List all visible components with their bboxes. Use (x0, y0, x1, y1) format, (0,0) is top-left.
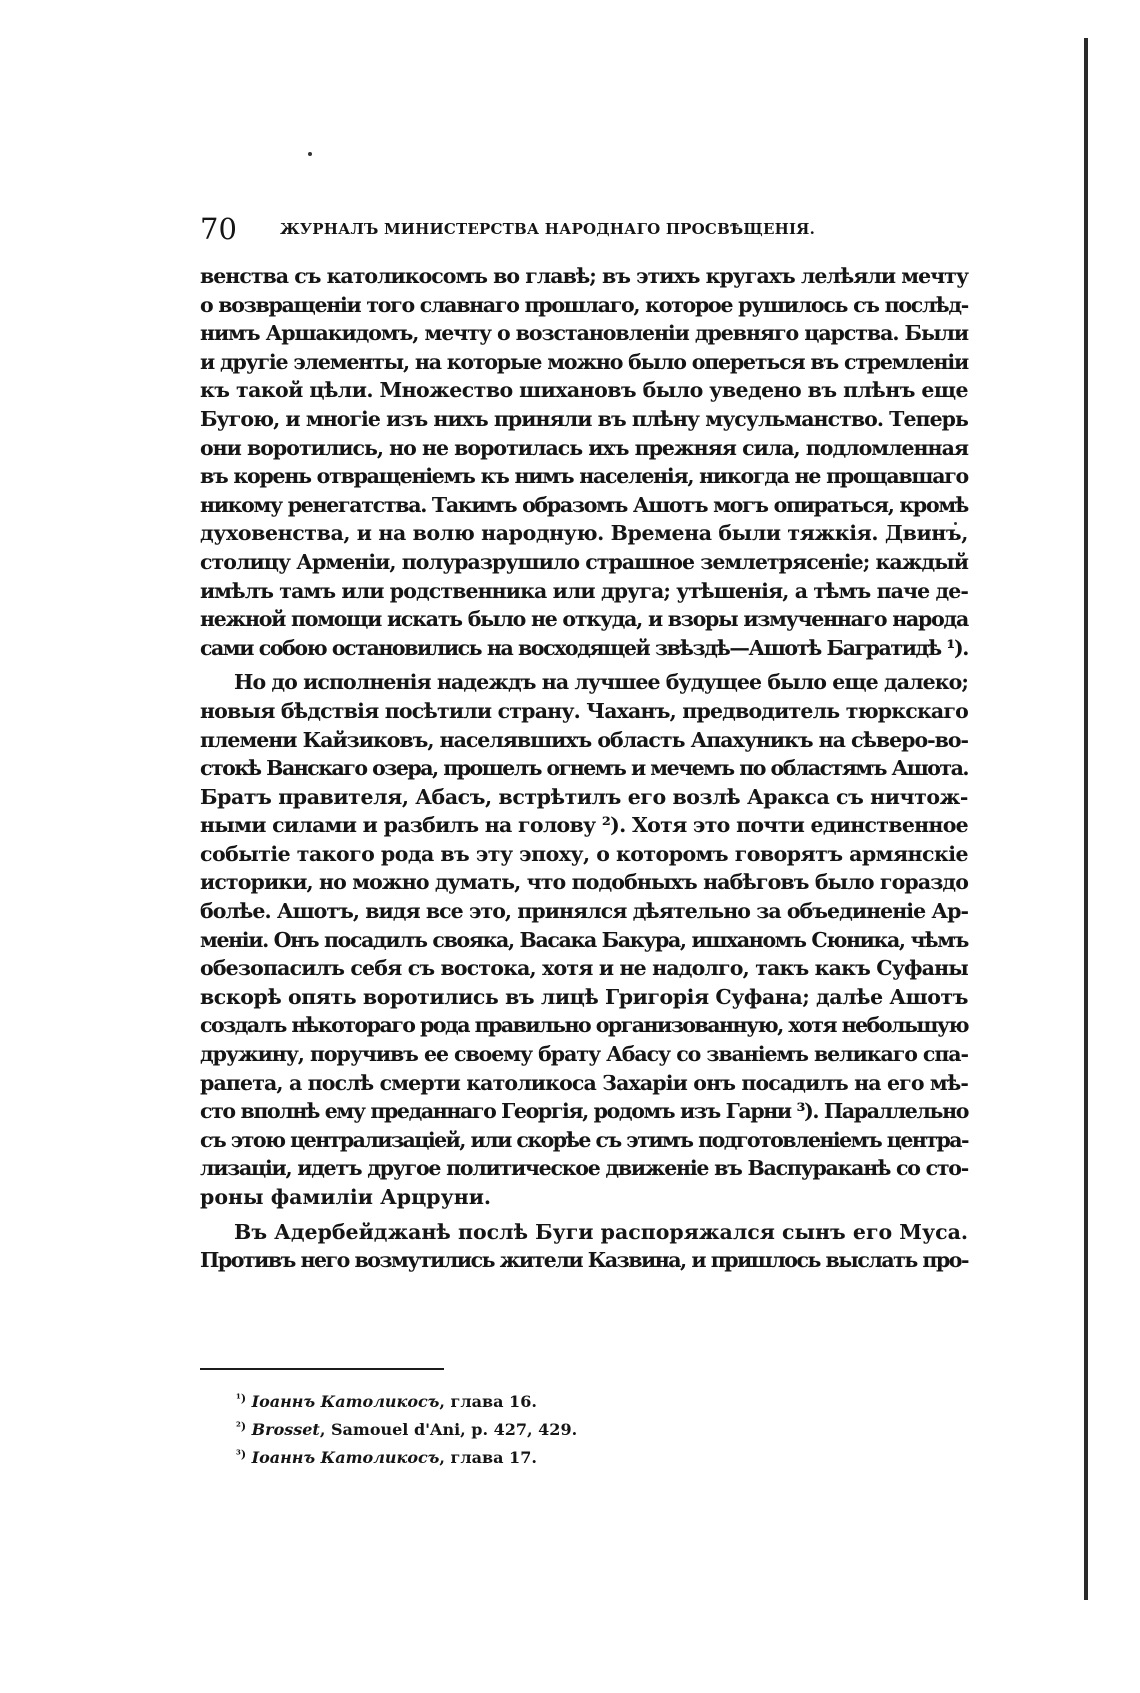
text-line: и другіе элементы, на которые можно было опереться въ стремленіи (200, 349, 968, 374)
text-line: нежной помощи искать было не откуда, и взоры измученнаго народа (200, 607, 968, 632)
scan-speck (308, 152, 312, 156)
footnote-author: Іоаннъ Католикосъ (251, 1392, 440, 1411)
footnote (236, 1414, 577, 1442)
text-line: о возвращеніи того славнаго прошлаго, которое рушилось съ послѣд- (200, 292, 968, 317)
text-line: сто вполнѣ ему преданнаго Георгія, родомъ изъ Гарни ³). Параллельно (200, 1099, 968, 1124)
text-line: создалъ нѣкотораго рода правильно организованную, хотя небольшую (200, 1013, 968, 1038)
text-line: историки, но можно думать, что подобныхъ набѣговъ было гораздо (200, 870, 968, 895)
text-line: стокѣ Ванскаго озера, прошелъ огнемъ и мечемъ по областямъ Ашота. (200, 756, 968, 781)
text-line: событіе такого рода въ эту эпоху, о которомъ говорятъ армянскіе (200, 841, 969, 866)
text-line: Противъ него возмутились жители Казвина, и пришлось выслать про- (200, 1248, 968, 1273)
text-line: имѣлъ тамъ или родственника или друга; утѣшенія, а тѣмъ паче де- (200, 578, 969, 603)
text-line: рапета, а послѣ смерти католикоса Захаріи онъ посадилъ на его мѣ- (200, 1070, 969, 1095)
text-line: Въ Адербейджанѣ послѣ Буги распоряжался сынъ его Муса. (234, 1219, 968, 1244)
text-line: никому ренегатства. Такимъ образомъ Ашотъ могъ опираться, кромѣ (200, 492, 968, 517)
footnote (236, 1386, 577, 1414)
text-line: духовенства, и на волю народную. Времена были тяжкія. Двинъ, (200, 521, 968, 546)
paragraph (200, 1218, 968, 1275)
footnote-mark: ¹) (236, 1392, 247, 1405)
text-line: столицу Арменіи, полуразрушило страшное землетрясеніе; каждый (200, 549, 968, 574)
text-line: они воротились, но не воротилась ихъ прежняя сила, подломленная (200, 435, 968, 460)
text-line: въ корень отвращеніемъ къ нимъ населенія, никогда не прощавшаго (200, 464, 968, 489)
footnote-author: Іоаннъ Католикосъ (251, 1448, 440, 1467)
text-line: лизаціи, идетъ другое политическое движеніе въ Васпураканѣ со сто- (200, 1156, 968, 1181)
text-line: къ такой цѣли. Множество шихановъ было уведено въ плѣнъ еще (200, 378, 968, 403)
text-line: меніи. Онъ посадилъ свояка, Васака Бакура, ишханомъ Сюника, чѣмъ (200, 927, 969, 952)
text-line: сами собою остановились на восходящей звѣздѣ—Ашотѣ Багратидѣ ¹). (200, 635, 968, 660)
text-line: Братъ правителя, Абасъ, встрѣтилъ его возлѣ Аракса съ ничтож- (200, 784, 969, 809)
footnote-text: , Samouel d'Ani, p. 427, 429. (319, 1420, 578, 1439)
paragraph (200, 668, 968, 1211)
footnote-text: , глава 16. (439, 1392, 537, 1411)
page-number: 70 (200, 212, 237, 246)
footnote (236, 1442, 577, 1470)
text-line: племени Кайзиковъ, населявшихъ область Апахуникъ на сѣверо-во- (200, 727, 969, 752)
text-line: съ этою централизаціей, или скорѣе съ этимъ подготовленіемъ центра- (200, 1127, 969, 1152)
text-line: новыя бѣдствія посѣтили страну. Чаханъ, предводитель тюркскаго (200, 698, 968, 723)
text-line: обезопасилъ себя съ востока, хотя и не надолго, такъ какъ Суфаны (200, 956, 968, 981)
footnotes (236, 1386, 577, 1470)
footnote-text: , глава 17. (439, 1448, 537, 1467)
text-line: болѣе. Ашотъ, видя все это, принялся дѣятельно за объединеніе Ар- (200, 899, 969, 924)
text-line: дружину, поручивъ ее своему брату Абасу со званіемъ великаго спа- (200, 1042, 968, 1067)
footnote-rule (200, 1368, 444, 1370)
page-edge-shadow (1084, 38, 1088, 1600)
text-line: вскорѣ опять воротились въ лицѣ Григорія Суфана; далѣе Ашотъ (200, 984, 968, 1009)
text-line: Бугою, и многіе изъ нихъ приняли въ плѣну мусульманство. Теперь (200, 406, 968, 431)
running-head: ЖУРНАЛЪ МИНИСТЕРСТВА НАРОДНАГО ПРОСВѢЩЕНІЯ. (280, 220, 816, 238)
paragraph (200, 262, 968, 662)
text-line: роны фамиліи Арцруни. (200, 1185, 492, 1209)
footnote-author: Brosset (251, 1420, 320, 1439)
footnote-mark: ³) (236, 1448, 247, 1461)
footnote-mark: ²) (236, 1420, 247, 1433)
text-line: венства съ католикосомъ во главѣ; въ этихъ кругахъ лелѣяли мечту (200, 264, 969, 288)
text-line: Но до исполненія надеждъ на лучшее будущее было еще далеко; (234, 670, 968, 695)
body-text (200, 262, 968, 1275)
page-header (200, 212, 970, 252)
text-line: ными силами и разбилъ на голову ²). Хотя это почти единственное (200, 813, 968, 838)
text-line: нимъ Аршакидомъ, мечту о возстановленіи древняго царства. Были (200, 321, 969, 346)
